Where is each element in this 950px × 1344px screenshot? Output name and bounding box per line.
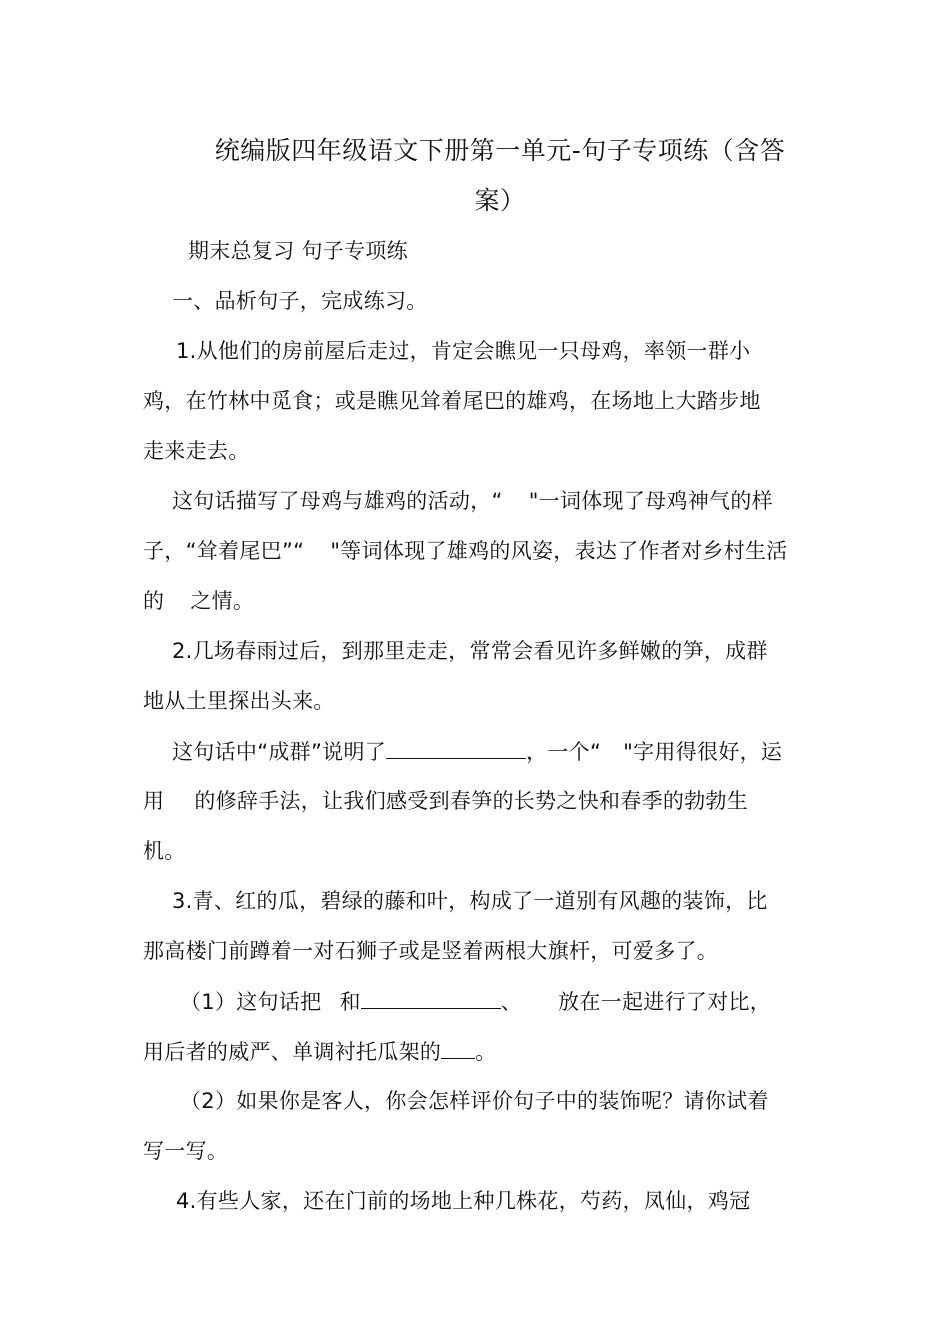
q3-blank-2[interactable] — [361, 986, 501, 1009]
q3-subquestion-1-line-1 — [180, 986, 771, 1017]
q2-answer-line-1 — [172, 736, 782, 767]
q3-text-line-1: 3.青、红的瓜，碧绿的藤和叶，构成了一道别有风趣的装饰，比 — [172, 889, 768, 913]
q3-sub1-text: 、 — [500, 990, 523, 1014]
q1-answer-text: "等词体现了雄鸡的风姿，表达了作者对乡村生活 — [330, 539, 788, 563]
q1-answer-line-2 — [143, 536, 788, 566]
q3-subquestion-1-line-2 — [143, 1036, 497, 1067]
q2-text-line-2: 地从土里探出头来。 — [143, 689, 335, 713]
q2-answer-line-2 — [143, 786, 748, 816]
document-title-line-1: 统编版四年级语文下册第一单元-句子专项练（含答 — [214, 136, 786, 165]
q1-text-line-2: 鸡，在竹林中觅食；或是瞧见耸着尾巴的雄鸡，在场地上大踏步地 — [143, 389, 761, 413]
q2-text-line-1: 2.几场春雨过后，到那里走走，常常会看见许多鲜嫩的笋，成群 — [172, 639, 768, 663]
q1-answer-text: 的 — [143, 589, 165, 613]
q2-answer-text: 用 — [143, 789, 165, 813]
q1-text-line-1: 1.从他们的房前屋后走过，肯定会瞧见一只母鸡，率领一群小 — [176, 339, 751, 363]
q1-answer-line-1 — [172, 486, 773, 516]
q3-text-line-2: 那高楼门前蹲着一对石狮子或是竖着两根大旗杆，可爱多了。 — [143, 939, 719, 963]
subtitle: 期末总复习 句子专项练 — [188, 239, 408, 263]
q3-subquestion-2-line-2: 写一写。 — [143, 1139, 229, 1163]
q1-answer-text: 子，“耸着尾巴”“ — [143, 539, 305, 563]
q1-text-line-3: 走来走去。 — [143, 439, 250, 463]
q3-sub1-text: 用后者的威严、单调衬托瓜架的 — [143, 1040, 442, 1064]
q1-answer-text: 这句话描写了母鸡与雄鸡的活动，“ — [172, 489, 503, 513]
q3-sub1-text: 放在一起进行了对比， — [558, 990, 772, 1014]
q1-answer-text: 之情。 — [190, 589, 255, 613]
q3-sub1-text: （1）这句话把 — [180, 990, 322, 1014]
document-title-line-2: 案） — [474, 186, 526, 215]
q2-blank-1[interactable] — [386, 736, 526, 759]
q2-answer-text: 的修辞手法，让我们感受到春笋的长势之快和春季的勃勃生 — [194, 789, 749, 813]
q3-blank-4[interactable] — [441, 1036, 475, 1059]
q2-answer-text: 这句话中“成群”说明了 — [172, 740, 387, 764]
section-heading: 一、品析句子，完成练习。 — [172, 289, 428, 313]
q4-text-line-1: 4.有些人家，还在门前的场地上种几株花，芍药，凤仙，鸡冠 — [176, 1189, 751, 1213]
q1-answer-text: "一词体现了母鸡神气的样 — [528, 489, 773, 513]
q2-answer-line-3: 机。 — [143, 839, 186, 863]
q3-sub1-text: 。 — [475, 1040, 497, 1064]
q3-subquestion-2-line-1: （2）如果你是客人，你会怎样评价句子中的装饰呢？请你试着 — [180, 1089, 769, 1113]
q2-answer-text: "字用得很好，运 — [623, 740, 783, 764]
q3-sub1-text: 和 — [339, 990, 361, 1014]
q2-answer-text: ，一个“ — [526, 740, 602, 764]
q1-answer-line-3 — [143, 586, 254, 616]
